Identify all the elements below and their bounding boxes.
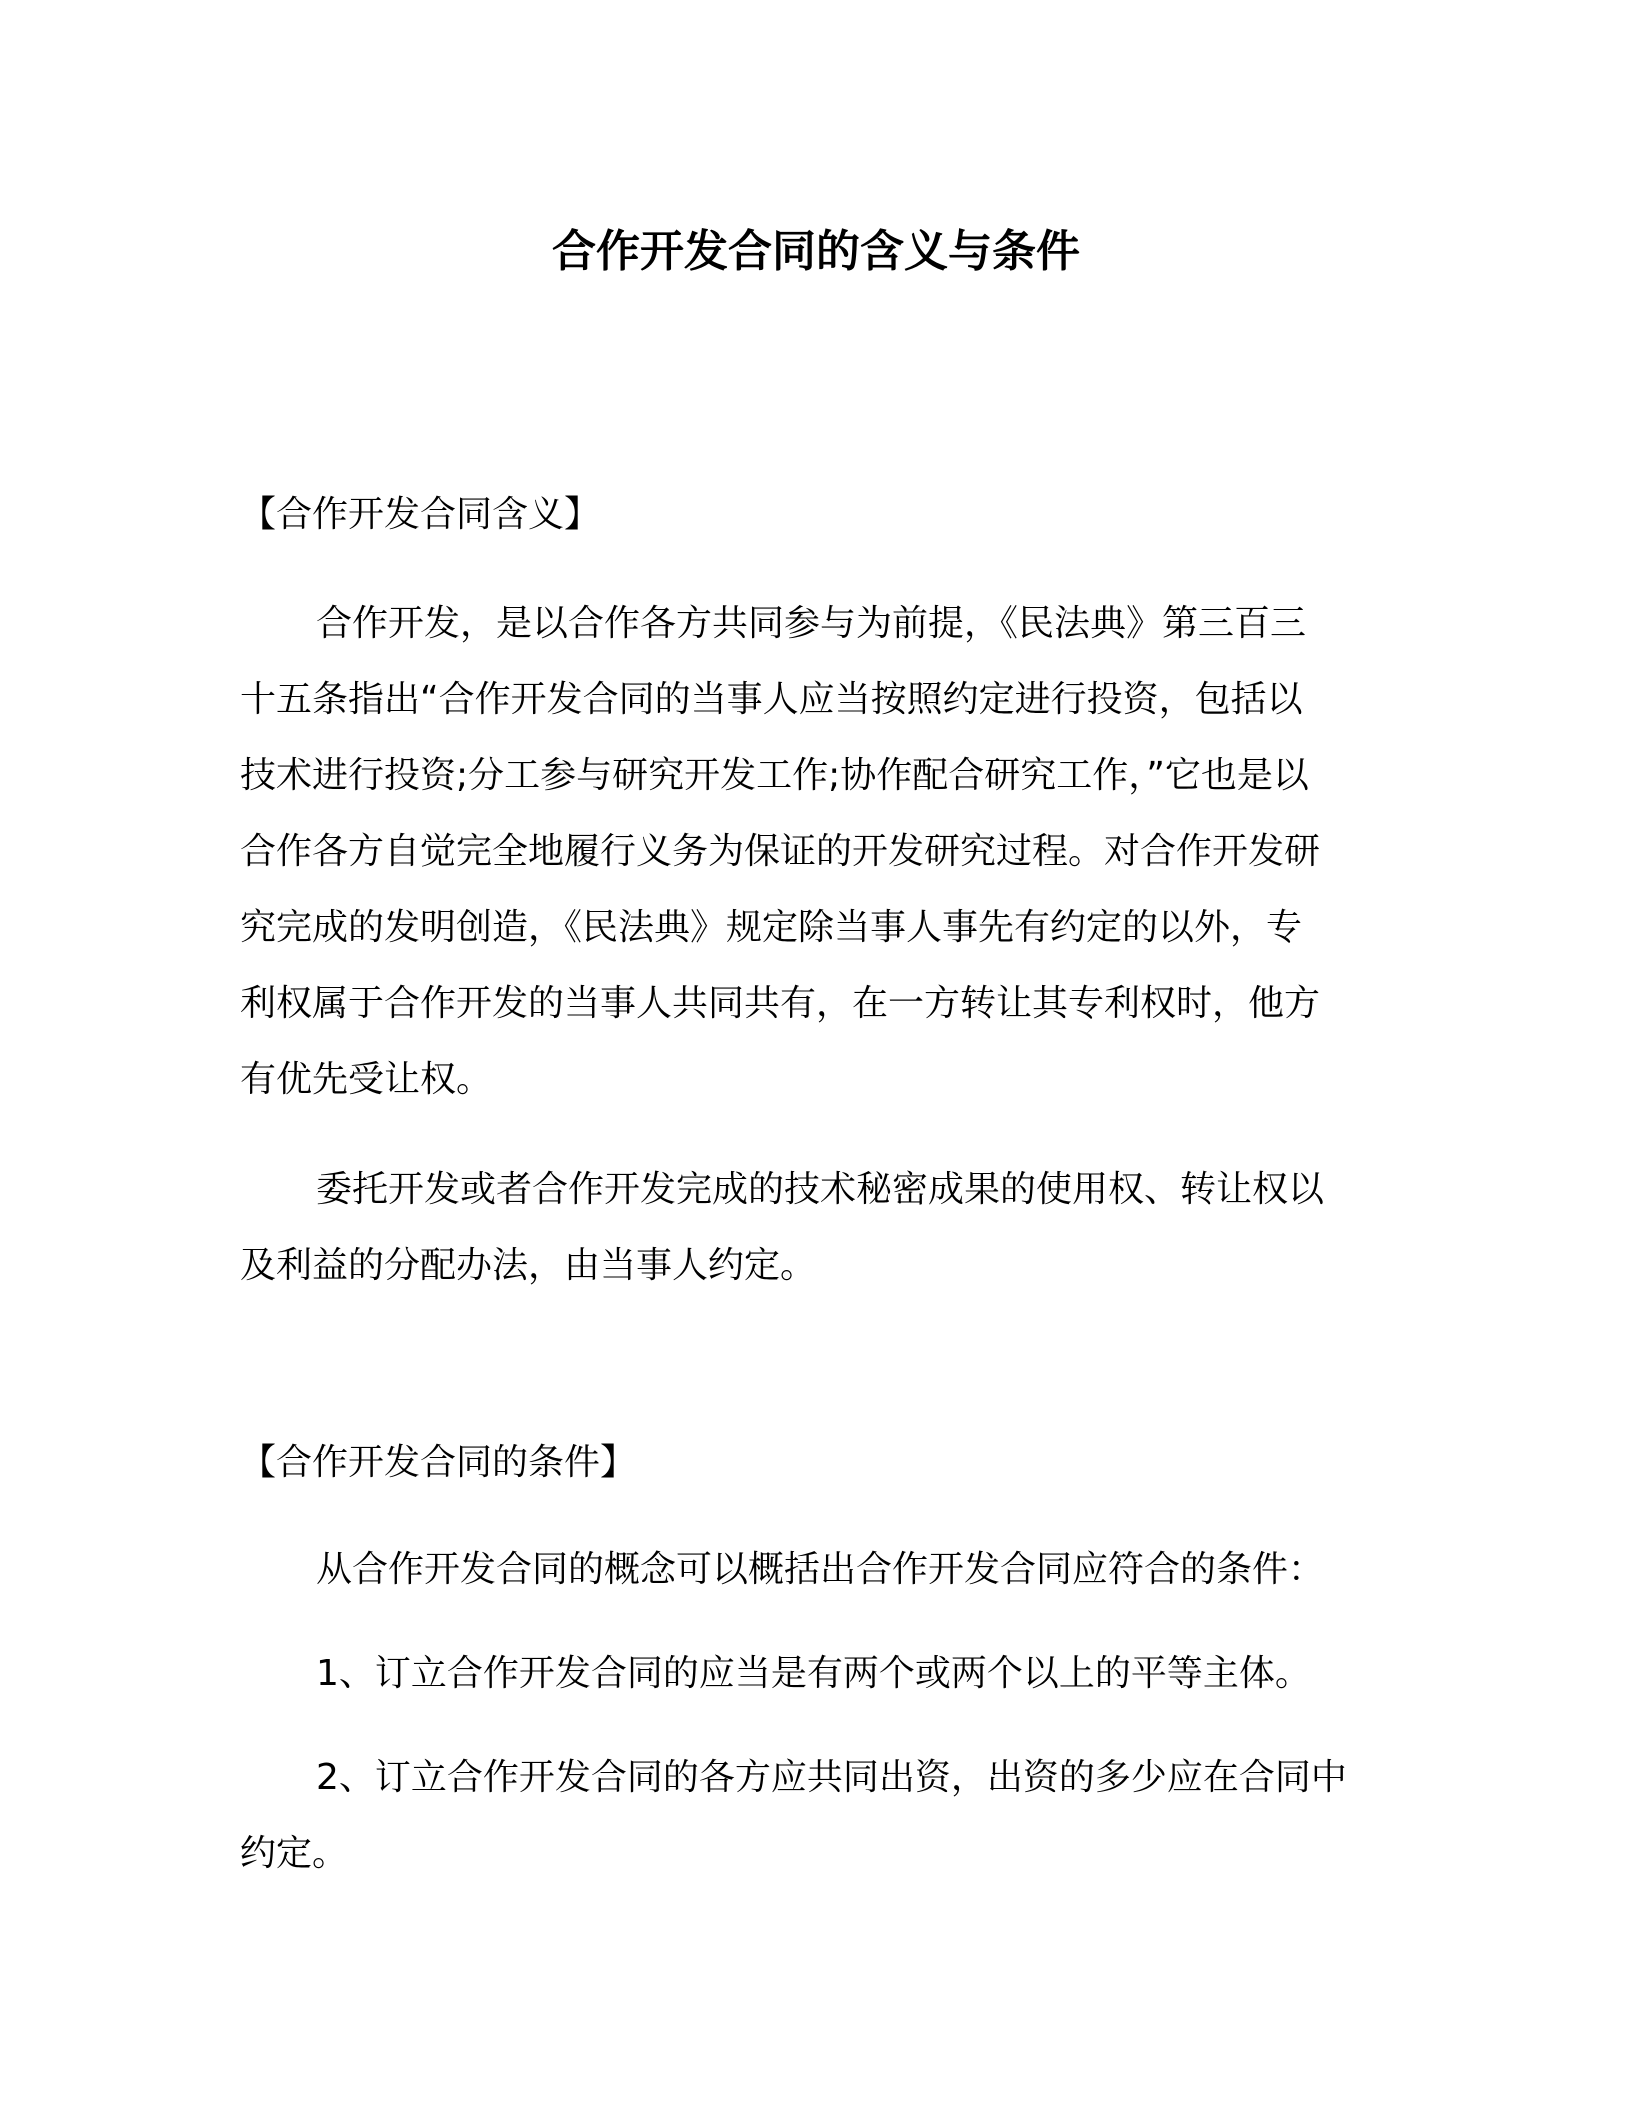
paragraph-condition-2 [240,1740,1390,1892]
paragraph-line: 利权属于合作开发的当事人共同共有，在一方转让其专利权时，他方 [240,983,1321,1024]
paragraph-conditions-intro [240,1532,1390,1608]
paragraph-line: 究完成的发明创造，《民法典》规定除当事人事先有约定的以外，专 [240,907,1303,948]
paragraph-line: 委托开发或者合作开发完成的技术秘密成果的使用权、转让权以 [316,1169,1325,1210]
document-title: 合作开发合同的含义与条件 [552,226,1080,277]
section-heading-meaning: 【合作开发合同含义】 [240,494,601,535]
paragraph-line: 及利益的分配办法，由当事人约定。 [240,1245,817,1286]
paragraph-line: 十五条指出“合作开发合同的当事人应当按照约定进行投资，包括以 [240,679,1303,720]
paragraph-line: 2、订立合作开发合同的各方应共同出资，出资的多少应在合同中 [316,1757,1347,1798]
paragraph-line: 合作各方自觉完全地履行义务为保证的开发研究过程。对合作开发研 [240,831,1321,872]
paragraph-meaning-2 [240,1152,1390,1304]
paragraph-line: 有优先受让权。 [240,1059,493,1100]
paragraph-line: 合作开发，是以合作各方共同参与为前提，《民法典》第三百三 [316,603,1307,644]
paragraph-meaning-1 [240,586,1390,1118]
section-heading-conditions: 【合作开发合同的条件】 [240,1442,637,1483]
paragraph-line: 1、订立合作开发合同的应当是有两个或两个以上的平等主体。 [316,1653,1311,1694]
paragraph-line: 约定。 [240,1833,349,1874]
paragraph-line: 从合作开发合同的概念可以概括出合作开发合同应符合的条件： [316,1549,1325,1590]
paragraph-line: 技术进行投资;分工参与研究开发工作;协作配合研究工作，”它也是以 [240,755,1309,796]
paragraph-condition-1 [240,1636,1390,1712]
